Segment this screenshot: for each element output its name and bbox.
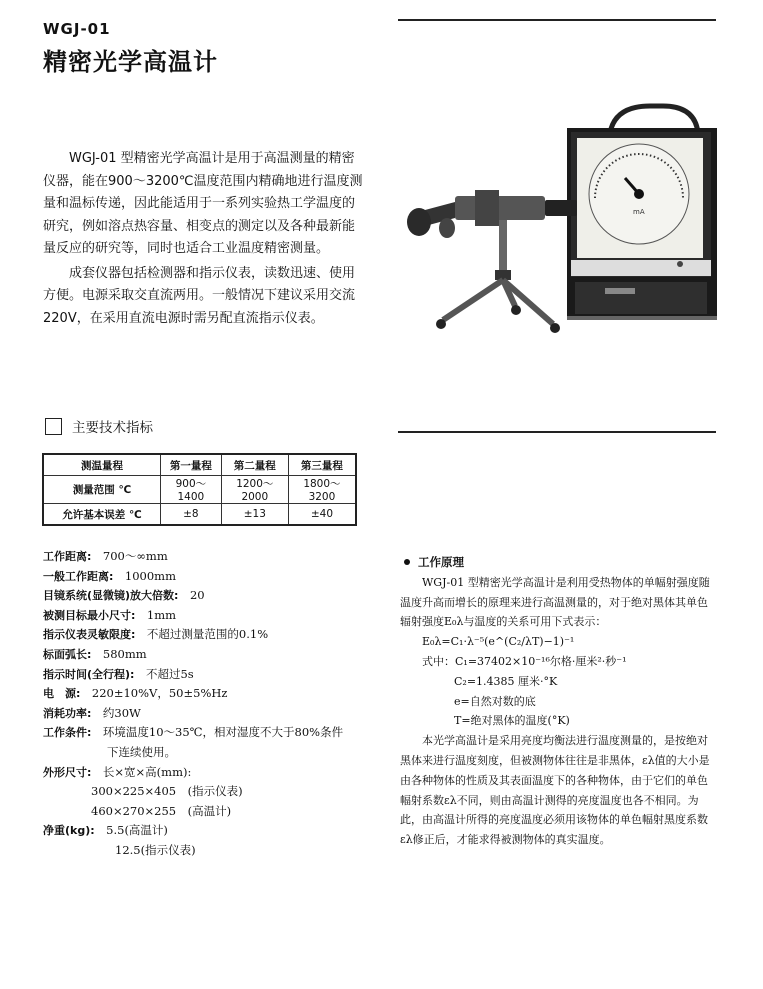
list-item: 电 源: 220±10%V，50±5%Hz — [43, 686, 228, 701]
table-cell: 900～1400 — [161, 476, 222, 504]
table-cell: 1200～2000 — [221, 476, 288, 504]
model-number: WGJ-01 — [43, 20, 111, 38]
list-item: 指示时间(全行程): 不超过5s — [43, 666, 194, 681]
page-title: 精密光学高温计 — [43, 48, 218, 76]
table-cell: ±8 — [161, 504, 222, 526]
specs-heading-label: 主要技术指标 — [72, 420, 153, 436]
formula: E₀λ=C₁·λ⁻⁵(e^(C₂/λT)−1)⁻¹ — [422, 635, 575, 649]
product-photo — [395, 98, 725, 348]
list-item: 外形尺寸: 长×宽×高(mm): — [43, 764, 192, 779]
table-cell: ±13 — [221, 504, 288, 526]
right-rule — [398, 431, 716, 433]
intro-paragraph-2: 成套仪器包括检测器和指示仪表，读数迅速、使用方便。电源采取交直流两用。一般情况下建议采用交流220V，在采用直流电源时需另配直流指示仪表。 — [43, 265, 356, 326]
table-cell: 1800～3200 — [288, 476, 356, 504]
specs-heading — [45, 416, 153, 436]
list-item: 下连续使用。 — [107, 744, 176, 759]
top-rule — [398, 19, 716, 21]
table-row — [43, 504, 356, 526]
list-item: 工作条件: 环境温度10～35℃，相对湿度不大于80%条件 — [43, 725, 344, 740]
list-item: 净重(kg): 5.5(高温计) — [43, 823, 168, 838]
list-item: 被测目标最小尺寸: 1mm — [43, 607, 177, 622]
indicator-instrument — [567, 106, 717, 320]
list-item: 消耗功率: 约30W — [43, 705, 141, 720]
table-cell: 测量范围 ℃ — [43, 476, 161, 504]
table-header-cell: 测温量程 — [43, 454, 161, 476]
svg-text:mA: mA — [633, 208, 645, 216]
list-item: 指示仪表灵敏限度: 不超过测量范围的0.1% — [43, 627, 269, 642]
table-header-cell: 第二量程 — [221, 454, 288, 476]
checkbox-square-icon — [45, 418, 62, 435]
list-item: 工作距离: 700～∞mm — [43, 549, 168, 563]
principle-heading: 工作原理 — [400, 553, 715, 573]
parameter-list — [43, 547, 388, 861]
principle-section — [400, 553, 715, 850]
formula-c2: C₂=1.4385 厘米·°K — [454, 674, 558, 688]
principle-paragraph-2: 本光学高温计是采用亮度均衡法进行温度测量的，是按绝对黑体来进行温度刻度，但被测物体往往是非黑体，ελ值的大小是由各种物体的性质及其表面温度下的各种物体，由于它们的单色幅射系数ελ不同，则由高温计测得的亮度温度也各不相同。为此，由高温计所得的亮度温度必须用该物体的单色幅射黑度系数ελ修正后，才能求得被测物体的真实温度。 — [400, 734, 710, 847]
table-cell: 允许基本误差 ℃ — [43, 504, 161, 526]
table-header-row — [43, 454, 356, 476]
formula-where: 式中：C₁=37402×10⁻¹⁶尔格·厘米²·秒⁻¹ — [422, 654, 627, 668]
pyrometer-tripod — [407, 190, 577, 333]
table-header-cell: 第三量程 — [288, 454, 356, 476]
list-item: 300×225×405 (指示仪表) — [91, 784, 243, 799]
intro-paragraph-1: WGJ-01 型精密光学高温计是用于高温测量的精密仪器，能在900～3200℃温度范围内精确地进行温度测量和温标传递，因此能适用于一系列实验热工学温度的研究，例如溶点热容量、相变点的测定以及各种最新能量反应的研究等，同时也适合工业温度精密测量。 — [43, 151, 363, 256]
table-header-cell: 第一量程 — [161, 454, 222, 476]
list-item: 标面弧长: 580mm — [43, 646, 147, 661]
specs-table — [42, 453, 357, 526]
formula-t: T=绝对黑体的温度(°K) — [454, 714, 570, 728]
principle-paragraph-1: WGJ-01 型精密光学高温计是利用受热物体的单幅射强度随温度升高而增长的原理来进行高温测量的，对于绝对黑体其单色辐射强度E₀λ与温度的关系可用下式表示： — [400, 575, 710, 629]
list-item: 一般工作距离: 1000mm — [43, 568, 176, 583]
list-item: 12.5(指示仪表) — [115, 842, 196, 857]
table-cell: ±40 — [288, 504, 356, 526]
formula-e: e=自然对数的底 — [454, 694, 536, 708]
table-row — [43, 476, 356, 504]
list-item: 目镜系统(显微镜)放大倍数: 20 — [43, 588, 205, 603]
intro-text — [43, 148, 363, 330]
bullet-icon — [404, 559, 410, 565]
list-item: 460×270×255 (高温计) — [91, 803, 232, 818]
